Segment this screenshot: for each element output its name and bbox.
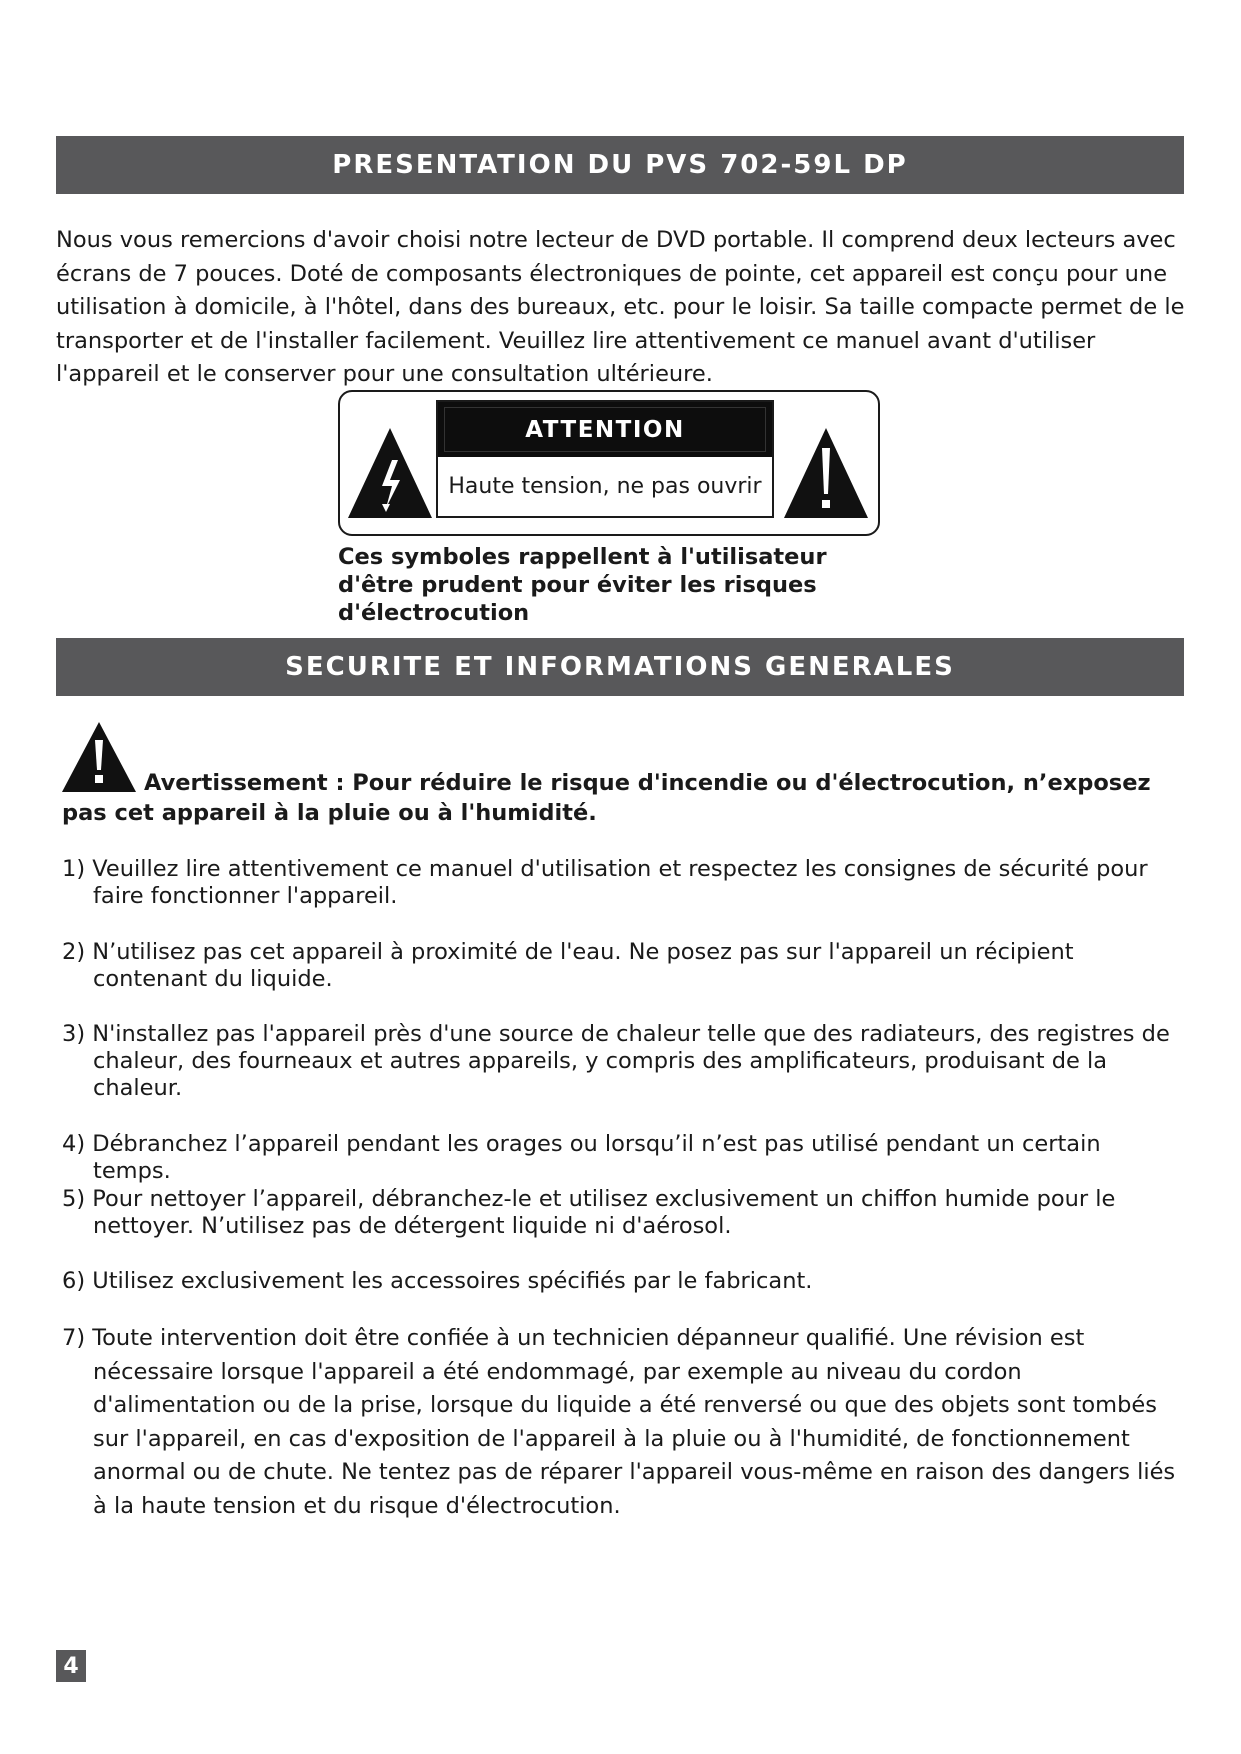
list-item: 3) N'installez pas l'appareil près d'une source de chaleur telle que des radiateurs, des registres de chaleur, des fourneaux et autres appareils, y compris des amplificateurs, produisant de la chaleur. <box>62 1021 1170 1101</box>
page-number: 4 <box>56 1650 86 1682</box>
list-item: 4) Débranchez l’appareil pendant les orages ou lorsqu’il n’est pas utilisé pendant un certain temps. <box>62 1131 1101 1184</box>
section-title-safety: SECURITE ET INFORMATIONS GENERALES <box>56 638 1184 696</box>
warning-label-box <box>338 390 880 536</box>
list-item: 2) N’utilisez pas cet appareil à proximité de l'eau. Ne posez pas sur l'appareil un récipient contenant du liquide. <box>62 939 1074 992</box>
exclamation-warning-icon <box>782 424 870 524</box>
intro-paragraph: Nous vous remercions d'avoir choisi notre lecteur de DVD portable. Il comprend deux lecteurs avec écrans de 7 pouces. Doté de composants électroniques de pointe, cet appareil est conçu pour une utilisation à domicile, à l'hôtel, dans des bureaux, etc. pour le loisir. Sa taille compacte permet de le transporter et de l'installer facilement. Veuillez lire attentivement ce manuel avant d'utiliser l'appareil et le conserver pour une consultation ultérieure. <box>56 227 1185 387</box>
symbols-caption: Ces symboles rappellent à l'utilisateur d'être prudent pour éviter les risques d'électrocution <box>338 544 827 626</box>
section-title-presentation: PRESENTATION DU PVS 702-59L DP <box>56 136 1184 194</box>
list-item: 1) Veuillez lire attentivement ce manuel d'utilisation et respectez les consignes de sécurité pour faire fonctionner l'appareil. <box>62 856 1148 909</box>
high-voltage-text: Haute tension, ne pas ouvrir <box>448 474 762 499</box>
lightning-warning-icon <box>346 424 434 524</box>
list-item: 5) Pour nettoyer l’appareil, débranchez-le et utilisez exclusivement un chiffon humide pour le nettoyer. N’utilisez pas de détergent liquide ni d'aérosol. <box>62 1186 1116 1239</box>
attention-label <box>436 400 774 518</box>
attention-heading: ATTENTION <box>438 402 772 460</box>
fire-warning-text: Avertissement : Pour réduire le risque d'incendie ou d'électrocution, n’exposez pas cet appareil à la pluie ou à l'humidité. <box>62 770 1151 826</box>
exclamation-warning-icon <box>62 722 136 799</box>
list-item: 6) Utilisez exclusivement les accessoires spécifiés par le fabricant. <box>62 1268 813 1294</box>
list-item: 7) Toute intervention doit être confiée à un technicien dépanneur qualifié. Une révision est nécessaire lorsque l'appareil a été endommagé, par exemple au niveau du cordon d'alimentation ou de la prise, lorsque du liquide a été renversé ou que des objets sont tombés sur l'appareil, en cas d'exposition de l'appareil à la pluie ou à l'humidité, de fonctionnement anormal ou de chute. Ne tentez pas de réparer l'appareil vous-même en raison des dangers liés à la haute tension et du risque d'électrocution. <box>62 1325 1176 1519</box>
fire-warning <box>62 722 1182 827</box>
